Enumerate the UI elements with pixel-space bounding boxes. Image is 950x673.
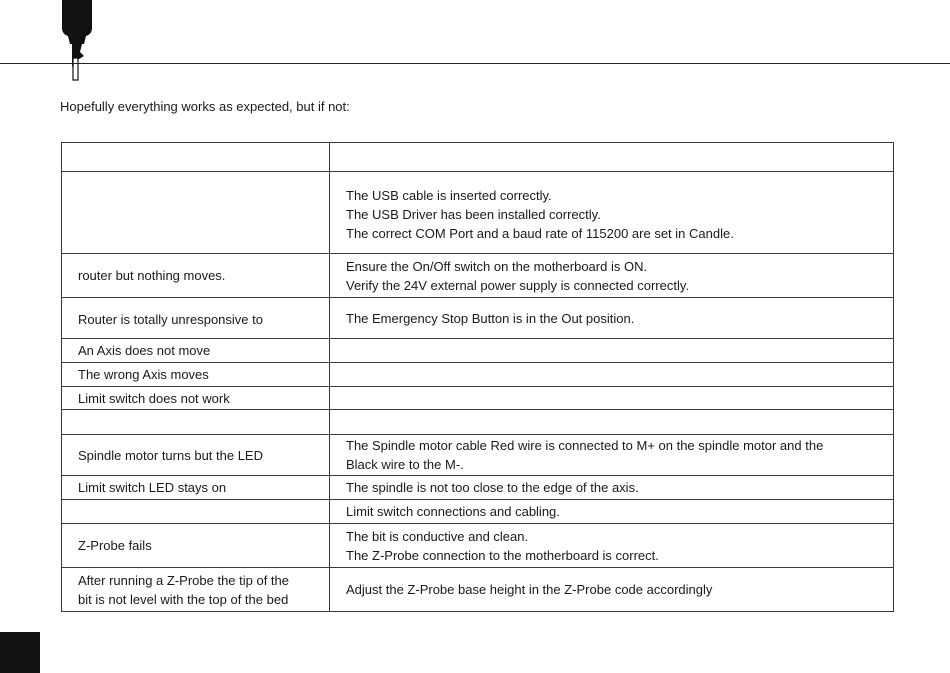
- problem-line: Limit switch LED stays on: [78, 480, 227, 495]
- solution-cell: [330, 254, 894, 298]
- drill-bit-icon: [58, 0, 98, 84]
- problem-cell: [62, 476, 330, 500]
- table-row: [62, 298, 894, 339]
- table-row: [62, 254, 894, 298]
- table-row: [62, 476, 894, 500]
- solution-cell: [330, 172, 894, 254]
- table-row: [62, 524, 894, 568]
- header-rule: [0, 63, 950, 64]
- solution-line: The Emergency Stop Button is in the Out position.: [346, 310, 635, 326]
- problem-line: bit is not level with the top of the bed: [78, 591, 289, 607]
- solution-cell: [330, 143, 894, 172]
- table-row: [62, 568, 894, 612]
- solution-cell: [330, 410, 894, 435]
- problem-cell: [62, 254, 330, 298]
- solution-line: Ensure the On/Off switch on the motherboard is ON.: [346, 258, 648, 274]
- problem-cell: [62, 435, 330, 476]
- page-corner-block: [0, 632, 40, 673]
- problem-cell: [62, 568, 330, 612]
- solution-line: The Z-Probe connection to the motherboard is correct.: [346, 547, 659, 563]
- problem-cell: [62, 387, 330, 410]
- solution-line: Limit switch connections and cabling.: [346, 504, 560, 519]
- table-row: [62, 410, 894, 435]
- problem-line: Router is totally unresponsive to: [78, 312, 263, 327]
- solution-line: The correct COM Port and a baud rate of 115200 are set in Candle.: [346, 225, 734, 241]
- problem-line: router but nothing moves.: [78, 268, 226, 283]
- solution-line: The bit is conductive and clean.: [346, 528, 529, 544]
- troubleshooting-table: [61, 142, 894, 612]
- table-row: [62, 387, 894, 410]
- solution-cell: [330, 476, 894, 500]
- problem-line: Spindle motor turns but the LED: [78, 448, 263, 463]
- problem-cell: [62, 143, 330, 172]
- problem-cell: [62, 363, 330, 387]
- solution-cell: [330, 435, 894, 476]
- solution-cell: [330, 339, 894, 363]
- solution-cell: [330, 568, 894, 612]
- problem-cell: [62, 172, 330, 254]
- solution-line: The USB cable is inserted correctly.: [346, 187, 552, 203]
- problem-cell: [62, 298, 330, 339]
- table-row: [62, 363, 894, 387]
- problem-cell: [62, 339, 330, 363]
- problem-cell: [62, 500, 330, 524]
- problem-line: The wrong Axis moves: [78, 367, 209, 382]
- solution-line: The USB Driver has been installed correctly.: [346, 206, 601, 222]
- problem-line: After running a Z-Probe the tip of the: [78, 572, 290, 588]
- problem-line: Z-Probe fails: [78, 538, 152, 553]
- table-row: [62, 500, 894, 524]
- solution-cell: [330, 524, 894, 568]
- solution-line: Adjust the Z-Probe base height in the Z-Probe code accordingly: [346, 582, 713, 597]
- problem-cell: [62, 410, 330, 435]
- problem-cell: [62, 524, 330, 568]
- solution-line: Verify the 24V external power supply is connected correctly.: [346, 277, 689, 293]
- table-row: [62, 435, 894, 476]
- table-row: [62, 143, 894, 172]
- solution-cell: [330, 387, 894, 410]
- intro-text: Hopefully everything works as expected, but if not:: [60, 99, 350, 114]
- solution-line: Black wire to the M-.: [346, 457, 464, 472]
- solution-cell: [330, 298, 894, 339]
- problem-line: An Axis does not move: [78, 343, 211, 358]
- table-row: [62, 172, 894, 254]
- solution-line: The Spindle motor cable Red wire is connected to M+ on the spindle motor and the: [346, 438, 824, 453]
- solution-cell: [330, 500, 894, 524]
- table-row: [62, 339, 894, 363]
- solution-line: The spindle is not too close to the edge of the axis.: [346, 480, 639, 495]
- problem-line: Limit switch does not work: [78, 390, 230, 406]
- solution-cell: [330, 363, 894, 387]
